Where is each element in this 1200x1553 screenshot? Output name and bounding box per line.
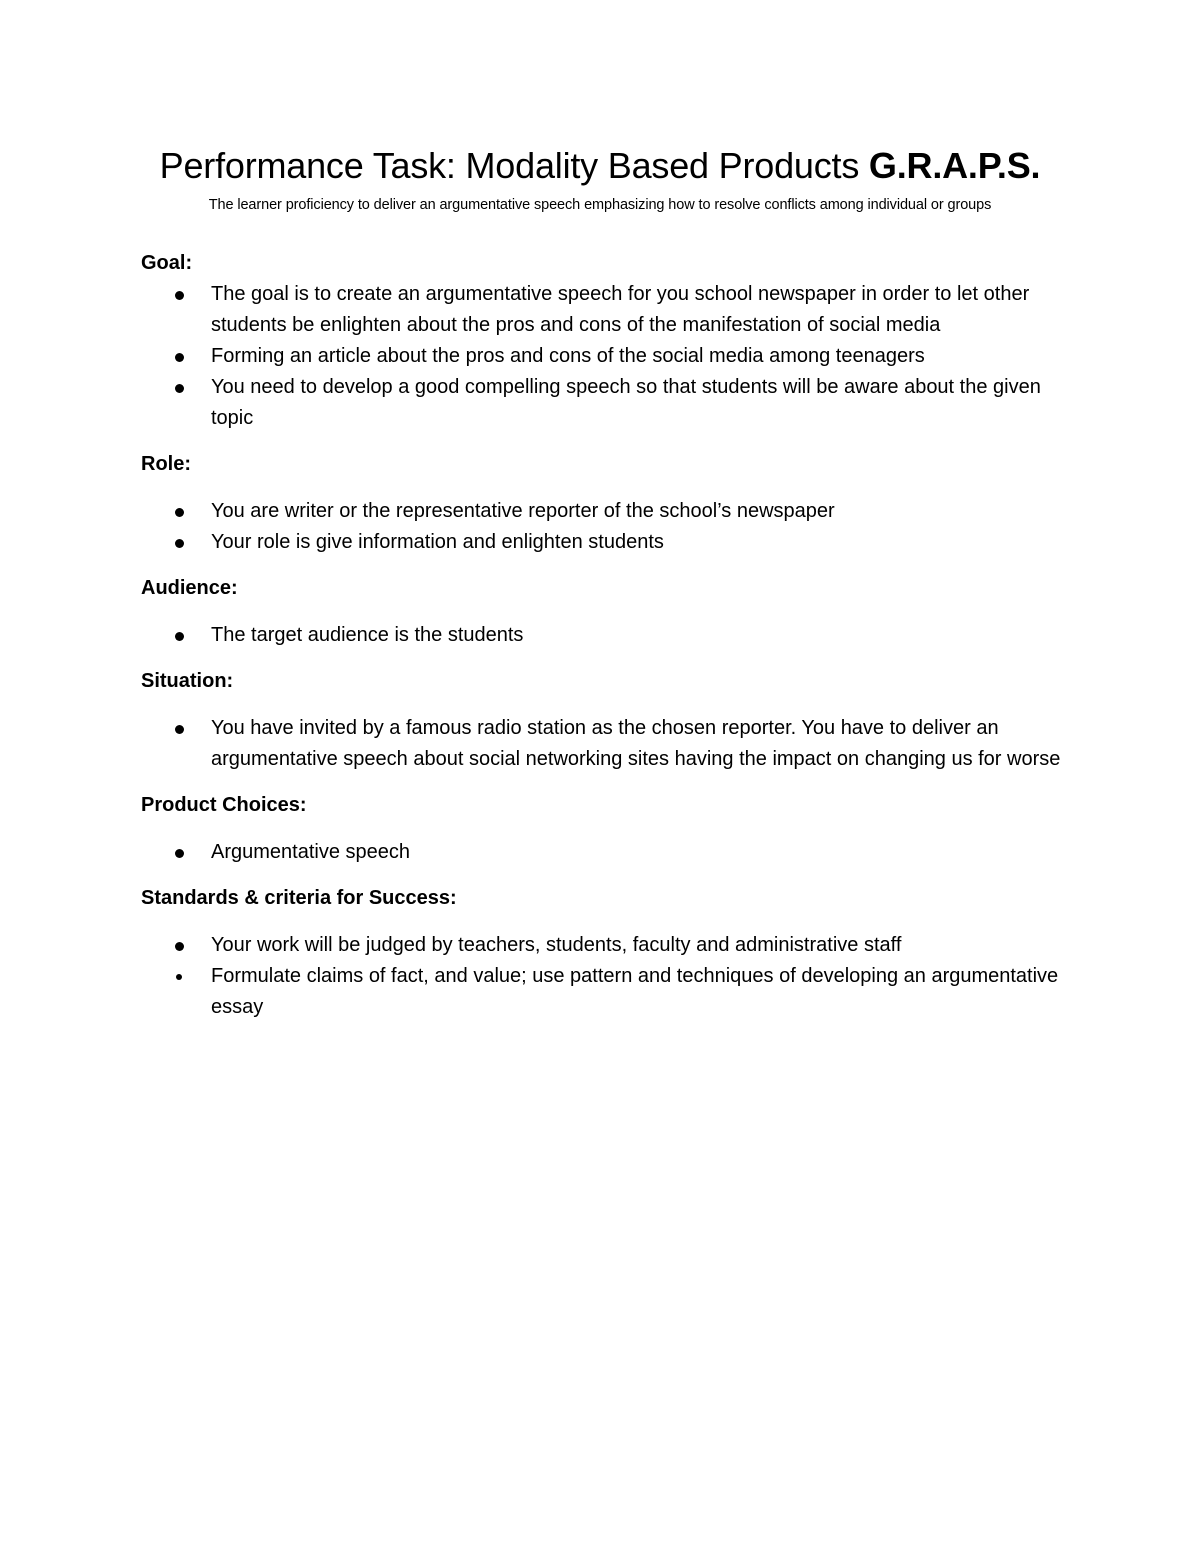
list-item (141, 496, 1071, 527)
section-heading-goal: Goal: (141, 252, 193, 274)
goal-list (141, 279, 1071, 434)
list-item (141, 837, 1071, 868)
section-standards (141, 883, 1071, 1023)
section-heading-role: Role: (141, 453, 191, 475)
section-goal (141, 248, 1071, 434)
document-body (141, 248, 1071, 1023)
bullet-icon (175, 849, 184, 858)
section-heading-standards: Standards & criteria for Success: (141, 887, 457, 909)
list-item-text: The target audience is the students (211, 624, 524, 646)
section-situation (141, 666, 1071, 775)
list-item (141, 341, 1071, 372)
list-item-text: Your work will be judged by teachers, students, faculty and administrative staff (211, 934, 902, 956)
page-subtitle: The learner proficiency to deliver an argumentative speech emphasizing how to resolve conflicts among individual or groups (208, 197, 992, 213)
bullet-icon (175, 539, 184, 548)
audience-list (141, 620, 1071, 651)
bullet-icon (175, 291, 184, 300)
list-item-text: Your role is give information and enlighten students (211, 531, 664, 553)
situation-list (141, 713, 1071, 775)
role-list (141, 496, 1071, 558)
list-item (141, 961, 1071, 1023)
section-heading-situation: Situation: (141, 670, 234, 692)
section-heading-product-choices: Product Choices: (141, 794, 307, 816)
section-audience (141, 573, 1071, 651)
bullet-icon (176, 974, 182, 980)
list-item-text: You have invited by a famous radio station as the chosen reporter. You have to deliver an argumentative speech about social networking sites having the impact on changing us for worse (211, 717, 1061, 770)
bullet-icon (175, 725, 184, 734)
list-item (141, 713, 1071, 775)
section-product-choices (141, 790, 1071, 868)
product-list (141, 837, 1071, 868)
list-item-text: The goal is to create an argumentative speech for you school newspaper in order to let other students be enlighten about the pros and cons of the manifestation of social media (211, 283, 1030, 336)
standards-list (141, 930, 1071, 1023)
list-item-text: Forming an article about the pros and cons of the social media among teenagers (211, 345, 925, 367)
list-item-text: Argumentative speech (211, 841, 411, 863)
title-bold: G.R.A.P.S. (868, 145, 1041, 186)
bullet-icon (175, 353, 184, 362)
list-item (141, 527, 1071, 558)
bullet-icon (175, 384, 184, 393)
list-item (141, 279, 1071, 341)
list-item (141, 620, 1071, 651)
list-item (141, 372, 1071, 434)
section-heading-audience: Audience: (141, 577, 238, 599)
list-item (141, 930, 1071, 961)
bullet-icon (175, 942, 184, 951)
list-item-text: You need to develop a good compelling speech so that students will be aware about the given topic (211, 376, 1041, 429)
list-item-text: Formulate claims of fact, and value; use pattern and techniques of developing an argumentative essay (211, 965, 1059, 1018)
list-item-text: You are writer or the representative reporter of the school’s newspaper (211, 500, 835, 522)
section-role (141, 449, 1071, 558)
page-title (0, 143, 1200, 189)
bullet-icon (175, 632, 184, 641)
bullet-icon (175, 508, 184, 517)
title-regular: Performance Task: Modality Based Products (159, 145, 869, 186)
